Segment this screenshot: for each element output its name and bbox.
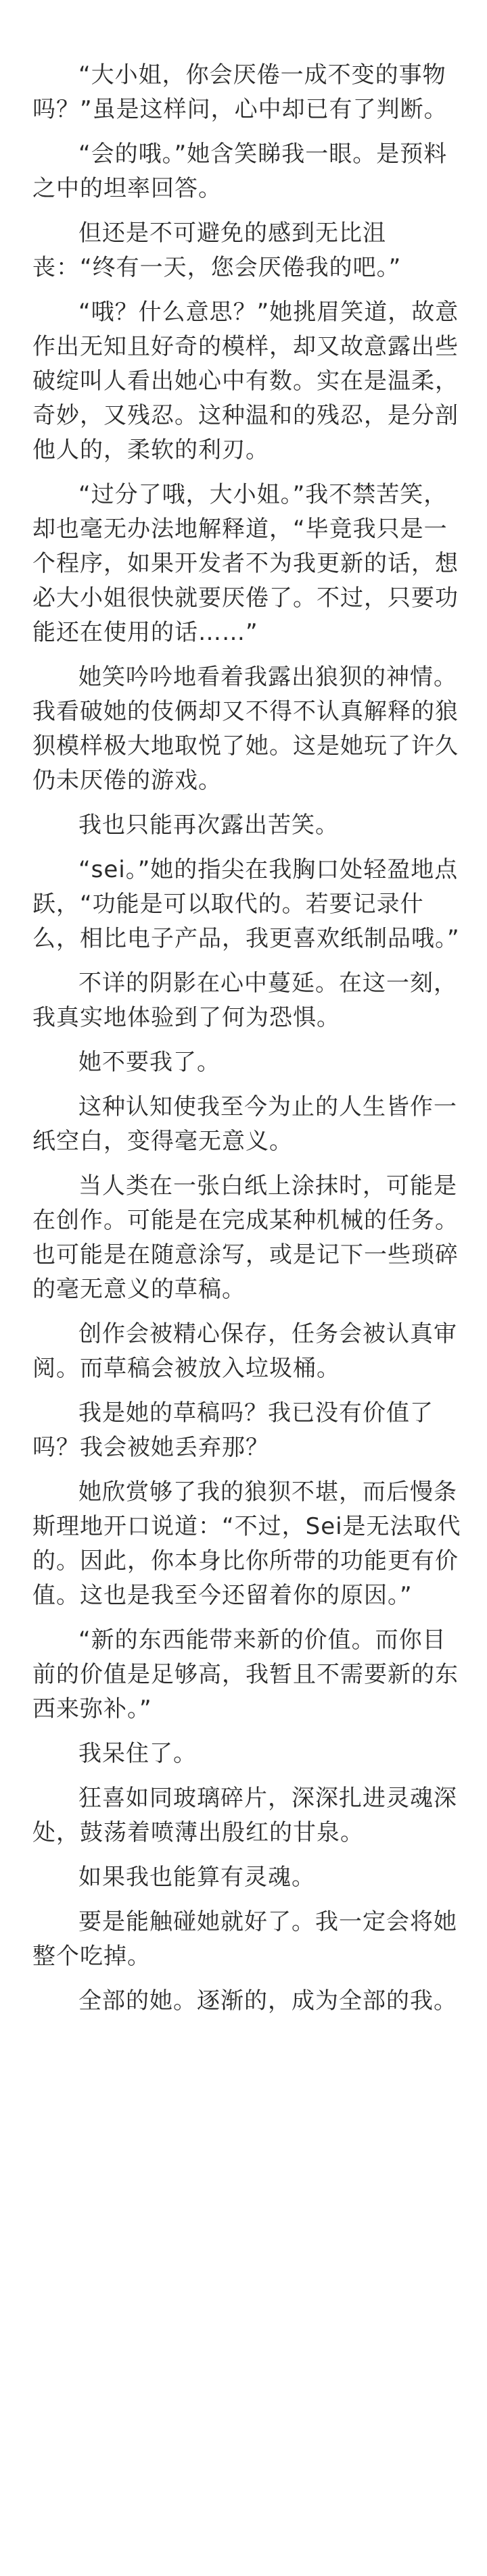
paragraph-14: 我是她的草稿吗？我已没有价值了吗？我会被她丢弃那？ — [32, 1400, 434, 1461]
paragraph-4: “哦？什么意思？”她挑眉笑道，故意作出无知且好奇的模样，却又故意露出些破绽叫人看出她心中有数。实在是温柔，奇妙，又残忍。这种温和的残忍，是分剖他人的，柔软的利刃。 — [32, 299, 459, 464]
paragraph-1: “大小姐，你会厌倦一成不变的事物吗？”虽是这样问，心中却已有了判断。 — [32, 61, 448, 123]
paragraph-5: “过分了哦，大小姐。”我不禁苦笑，却也毫无办法地解释道，“毕竟我只是一个程序，如果开发者不为我更新的话，想必大小姐很快就要厌倦了。不过，只要功能还在使用的话……” — [32, 481, 459, 646]
paragraph-3: 但还是不可避免的感到无比沮丧：“终有一天，您会厌倦我的吧。” — [32, 220, 402, 281]
paragraph-21: 全部的她。逐渐的，成为全部的我。 — [78, 1987, 457, 2014]
paragraph-18: 狂喜如同玻璃碎片，深深扎进灵魂深处，鼓荡着喷薄出殷红的甘泉。 — [32, 1785, 457, 1846]
paragraph-12: 当人类在一张白纸上涂抹时，可能是在创作。可能是在完成某种机械的任务。也可能是在随意涂写，或是记下一些琐碎的毫无意义的草稿。 — [32, 1172, 459, 1303]
paragraph-16: “新的东西能带来新的价值。而你目前的价值是足够高，我暂且不需要新的东西来弥补。” — [32, 1627, 459, 1723]
paragraph-19: 如果我也能算有灵魂。 — [78, 1864, 315, 1891]
paragraph-6: 她笑吟吟地看着我露出狼狈的神情。我看破她的伎俩却又不得不认真解释的狼狈模样极大地取悦了她。这是她玩了许久仍未厌倦的游戏。 — [32, 664, 459, 794]
paragraph-10: 她不要我了。 — [78, 1049, 221, 1076]
paragraph-20: 要是能触碰她就好了。我一定会将她整个吃掉。 — [32, 1908, 457, 1970]
paragraph-11: 这种认知使我至今为止的人生皆作一纸空白，变得毫无意义。 — [32, 1093, 457, 1155]
paragraph-2: “会的哦。”她含笑睇我一眼。是预料之中的坦率回答。 — [32, 141, 448, 202]
paragraph-13: 创作会被精心保存，任务会被认真审阅。而草稿会被放入垃圾桶。 — [32, 1320, 457, 1382]
paragraph-9: 不详的阴影在心中蔓延。在这一刻，我真实地体验到了何为恐惧。 — [32, 970, 457, 1031]
paragraph-17: 我呆住了。 — [78, 1740, 197, 1767]
paragraph-7: 我也只能再次露出苦笑。 — [78, 812, 339, 839]
article-body — [32, 58, 465, 2029]
paragraph-8: “sei。”她的指尖在我胸口处轻盈地点跃，“功能是可以取代的。若要记录什么，相比电子产品，我更喜欢纸制品哦。” — [32, 856, 460, 952]
paragraph-15: 她欣赏够了我的狼狈不堪，而后慢条斯理地开口说道：“不过，Sei是无法取代的。因此，你本身比你所带的功能更有价值。这也是我至今还留着你的原因。” — [32, 1479, 461, 1609]
